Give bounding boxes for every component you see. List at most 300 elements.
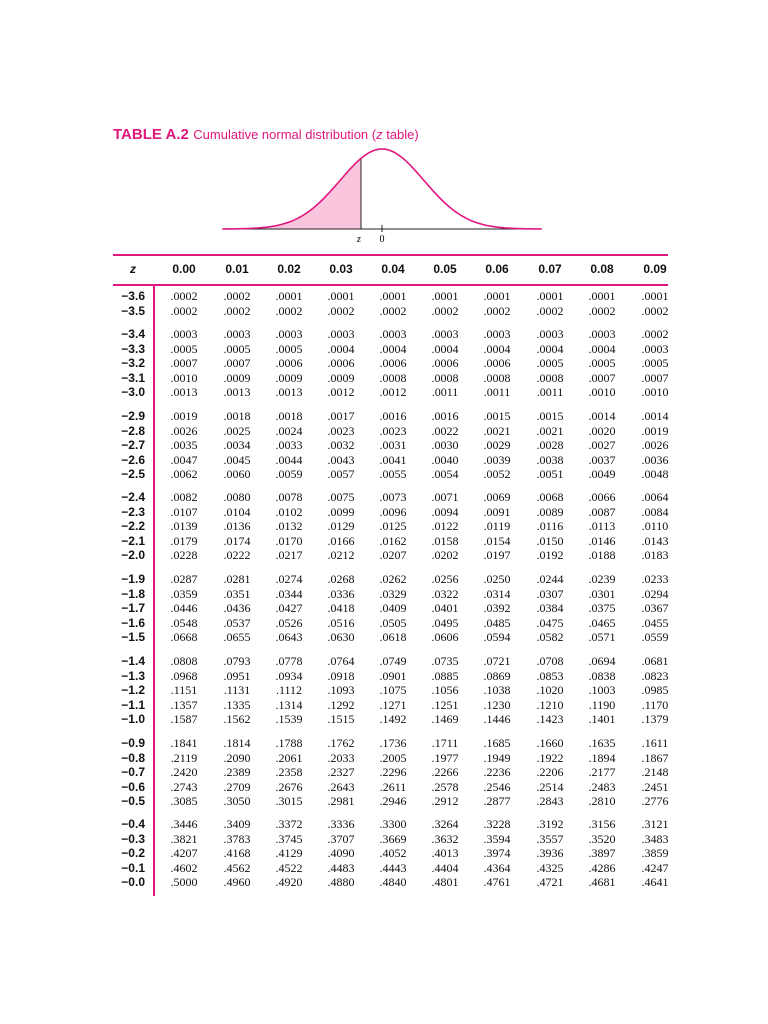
table-cell: .0073 bbox=[379, 490, 407, 504]
table-cell: .4562 bbox=[223, 861, 251, 875]
table-cell: .5000 bbox=[170, 875, 198, 889]
table-cell: .0485 bbox=[483, 616, 511, 630]
table-cell: .0838 bbox=[588, 669, 616, 683]
table-cell: .0002 bbox=[275, 304, 303, 318]
table-cell: .0158 bbox=[431, 534, 459, 548]
table-cell: .0244 bbox=[536, 572, 564, 586]
table-cell: .1056 bbox=[431, 683, 459, 697]
table-cell: .0294 bbox=[641, 587, 669, 601]
table-cell: .0571 bbox=[588, 630, 616, 644]
table-cell: .0048 bbox=[641, 467, 669, 481]
table-cell: .0034 bbox=[223, 438, 251, 452]
table-cell: .4052 bbox=[379, 846, 407, 860]
table-cell: .0013 bbox=[223, 385, 251, 399]
header-top-rule bbox=[113, 254, 668, 256]
table-cell: .2611 bbox=[379, 780, 407, 794]
z-row-label: −3.2 bbox=[121, 356, 145, 370]
table-cell: .3372 bbox=[275, 817, 303, 831]
z-row-label: −2.9 bbox=[121, 409, 145, 423]
z-row-label: −2.1 bbox=[121, 534, 145, 548]
table-cell: .1271 bbox=[379, 698, 407, 712]
table-cell: .0026 bbox=[641, 438, 669, 452]
table-cell: .1335 bbox=[223, 698, 251, 712]
table-cell: .0080 bbox=[223, 490, 251, 504]
table-cell: .2676 bbox=[275, 780, 303, 794]
table-cell: .0793 bbox=[223, 654, 251, 668]
table-cell: .3669 bbox=[379, 832, 407, 846]
z-row-label: −2.4 bbox=[121, 490, 145, 504]
table-cell: .0401 bbox=[431, 601, 459, 615]
table-cell: .1788 bbox=[275, 736, 303, 750]
table-cell: .1660 bbox=[536, 736, 564, 750]
table-cell: .4168 bbox=[223, 846, 251, 860]
table-cell: .3897 bbox=[588, 846, 616, 860]
table-cell: .0322 bbox=[431, 587, 459, 601]
table-cell: .0116 bbox=[536, 519, 564, 533]
table-cell: .1020 bbox=[536, 683, 564, 697]
table-cell: .0885 bbox=[431, 669, 459, 683]
table-cell: .0001 bbox=[588, 289, 616, 303]
table-cell: .1711 bbox=[431, 736, 459, 750]
z-row-label: −1.3 bbox=[121, 669, 145, 683]
table-cell: .0001 bbox=[327, 289, 355, 303]
table-cell: .0052 bbox=[483, 467, 511, 481]
table-cell: .0104 bbox=[223, 505, 251, 519]
column-header: 0.00 bbox=[172, 262, 196, 276]
table-cell: .0233 bbox=[641, 572, 669, 586]
table-cell: .0968 bbox=[170, 669, 198, 683]
table-cell: .0045 bbox=[223, 453, 251, 467]
table-cell: .1379 bbox=[641, 712, 669, 726]
table-cell: .1230 bbox=[483, 698, 511, 712]
table-cell: .0011 bbox=[483, 385, 511, 399]
table-cell: .3121 bbox=[641, 817, 669, 831]
table-cell: .0256 bbox=[431, 572, 459, 586]
z-row-label: −3.5 bbox=[121, 304, 145, 318]
column-header: 0.05 bbox=[433, 262, 457, 276]
table-cell: .2776 bbox=[641, 794, 669, 808]
table-cell: .0004 bbox=[379, 342, 407, 356]
table-cell: .0207 bbox=[379, 548, 407, 562]
table-cell: .4207 bbox=[170, 846, 198, 860]
table-cell: .1170 bbox=[641, 698, 669, 712]
table-cell: .0262 bbox=[379, 572, 407, 586]
table-cell: .1539 bbox=[275, 712, 303, 726]
table-cell: .0146 bbox=[588, 534, 616, 548]
z-row-label: −3.1 bbox=[121, 371, 145, 385]
table-cell: .3783 bbox=[223, 832, 251, 846]
z-row-label: −2.6 bbox=[121, 453, 145, 467]
table-cell: .3707 bbox=[327, 832, 355, 846]
table-cell: .0010 bbox=[588, 385, 616, 399]
table-cell: .3859 bbox=[641, 846, 669, 860]
table-cell: .3228 bbox=[483, 817, 511, 831]
table-cell: .0029 bbox=[483, 438, 511, 452]
table-cell: .1251 bbox=[431, 698, 459, 712]
table-cell: .0001 bbox=[379, 289, 407, 303]
table-cell: .0013 bbox=[170, 385, 198, 399]
table-cell: .0020 bbox=[588, 424, 616, 438]
table-cell: .0011 bbox=[431, 385, 459, 399]
z-row-label: −1.6 bbox=[121, 616, 145, 630]
table-cell: .0003 bbox=[483, 327, 511, 341]
z-row-label: −0.6 bbox=[121, 780, 145, 794]
table-cell: .1587 bbox=[170, 712, 198, 726]
table-cell: .0041 bbox=[379, 453, 407, 467]
table-cell: .4801 bbox=[431, 875, 459, 889]
table-cell: .0110 bbox=[641, 519, 669, 533]
table-cell: .0655 bbox=[223, 630, 251, 644]
caption-text-end: table) bbox=[382, 127, 419, 142]
table-cell: .0082 bbox=[170, 490, 198, 504]
table-cell: .0559 bbox=[641, 630, 669, 644]
table-cell: .0069 bbox=[483, 490, 511, 504]
table-cell: .0281 bbox=[223, 572, 251, 586]
table-cell: .0951 bbox=[223, 669, 251, 683]
table-cell: .3632 bbox=[431, 832, 459, 846]
table-cell: .0005 bbox=[641, 356, 669, 370]
table-cell: .2033 bbox=[327, 751, 355, 765]
table-cell: .0735 bbox=[431, 654, 459, 668]
table-cell: .0005 bbox=[275, 342, 303, 356]
table-cell: .0003 bbox=[536, 327, 564, 341]
table-cell: .0039 bbox=[483, 453, 511, 467]
z-column-header: z bbox=[130, 262, 136, 276]
table-cell: .0003 bbox=[170, 327, 198, 341]
z-row-label: −0.1 bbox=[121, 861, 145, 875]
table-cell: .2912 bbox=[431, 794, 459, 808]
table-cell: .2514 bbox=[536, 780, 564, 794]
table-cell: .0329 bbox=[379, 587, 407, 601]
z-row-label: −1.0 bbox=[121, 712, 145, 726]
z-axis-label: z bbox=[357, 234, 361, 245]
table-cell: .0003 bbox=[275, 327, 303, 341]
table-cell: .0808 bbox=[170, 654, 198, 668]
table-cell: .0749 bbox=[379, 654, 407, 668]
z-row-label: −0.7 bbox=[121, 765, 145, 779]
table-cell: .0023 bbox=[379, 424, 407, 438]
table-cell: .0002 bbox=[327, 304, 355, 318]
table-cell: .2743 bbox=[170, 780, 198, 794]
table-cell: .0129 bbox=[327, 519, 355, 533]
table-cell: .0367 bbox=[641, 601, 669, 615]
table-cell: .1867 bbox=[641, 751, 669, 765]
table-cell: .0582 bbox=[536, 630, 564, 644]
table-cell: .0012 bbox=[327, 385, 355, 399]
table-cell: .0001 bbox=[641, 289, 669, 303]
table-cell: .0003 bbox=[431, 327, 459, 341]
table-cell: .0985 bbox=[641, 683, 669, 697]
table-cell: .1515 bbox=[327, 712, 355, 726]
table-cell: .0005 bbox=[536, 356, 564, 370]
table-cell: .1401 bbox=[588, 712, 616, 726]
table-cell: .0166 bbox=[327, 534, 355, 548]
table-cell: .3300 bbox=[379, 817, 407, 831]
table-cell: .0051 bbox=[536, 467, 564, 481]
shaded-area bbox=[222, 158, 361, 229]
table-cell: .4761 bbox=[483, 875, 511, 889]
z-row-label: −2.5 bbox=[121, 467, 145, 481]
table-cell: .1562 bbox=[223, 712, 251, 726]
column-header: 0.02 bbox=[277, 262, 301, 276]
table-cell: .0001 bbox=[536, 289, 564, 303]
table-cell: .4443 bbox=[379, 861, 407, 875]
table-cell: .0287 bbox=[170, 572, 198, 586]
table-cell: .0918 bbox=[327, 669, 355, 683]
table-cell: .0008 bbox=[431, 371, 459, 385]
table-cell: .0606 bbox=[431, 630, 459, 644]
table-cell: .3745 bbox=[275, 832, 303, 846]
table-cell: .0089 bbox=[536, 505, 564, 519]
table-cell: .0015 bbox=[483, 409, 511, 423]
table-cell: .0162 bbox=[379, 534, 407, 548]
table-cell: .0122 bbox=[431, 519, 459, 533]
table-cell: .0028 bbox=[536, 438, 564, 452]
table-cell: .0030 bbox=[431, 438, 459, 452]
table-cell: .0268 bbox=[327, 572, 355, 586]
table-cell: .2546 bbox=[483, 780, 511, 794]
table-cell: .0002 bbox=[536, 304, 564, 318]
table-cell: .0188 bbox=[588, 548, 616, 562]
table-cell: .0113 bbox=[588, 519, 616, 533]
table-cell: .3520 bbox=[588, 832, 616, 846]
table-cell: .0005 bbox=[170, 342, 198, 356]
table-cell: .0170 bbox=[275, 534, 303, 548]
z-row-label: −0.8 bbox=[121, 751, 145, 765]
table-cell: .0047 bbox=[170, 453, 198, 467]
table-cell: .4090 bbox=[327, 846, 355, 860]
table-cell: .0094 bbox=[431, 505, 459, 519]
table-cell: .1292 bbox=[327, 698, 355, 712]
table-cell: .0446 bbox=[170, 601, 198, 615]
table-cell: .0222 bbox=[223, 548, 251, 562]
table-cell: .1210 bbox=[536, 698, 564, 712]
table-cell: .0022 bbox=[431, 424, 459, 438]
table-cell: .0033 bbox=[275, 438, 303, 452]
table-cell: .0409 bbox=[379, 601, 407, 615]
table-cell: .2266 bbox=[431, 765, 459, 779]
table-cell: .1151 bbox=[170, 683, 198, 697]
table-cell: .0002 bbox=[223, 289, 251, 303]
table-cell: .2578 bbox=[431, 780, 459, 794]
table-cell: .2119 bbox=[170, 751, 198, 765]
table-cell: .0005 bbox=[223, 342, 251, 356]
table-cell: .0301 bbox=[588, 587, 616, 601]
table-cell: .0001 bbox=[275, 289, 303, 303]
table-cell: .0010 bbox=[641, 385, 669, 399]
table-cell: .0091 bbox=[483, 505, 511, 519]
table-cell: .0013 bbox=[275, 385, 303, 399]
table-cell: .0436 bbox=[223, 601, 251, 615]
table-label: TABLE A.2 bbox=[113, 126, 189, 143]
table-cell: .0174 bbox=[223, 534, 251, 548]
table-cell: .3264 bbox=[431, 817, 459, 831]
table-cell: .0192 bbox=[536, 548, 564, 562]
table-cell: .2483 bbox=[588, 780, 616, 794]
table-cell: .2327 bbox=[327, 765, 355, 779]
table-cell: .3594 bbox=[483, 832, 511, 846]
table-cell: .0009 bbox=[275, 371, 303, 385]
table-cell: .2946 bbox=[379, 794, 407, 808]
table-cell: .0066 bbox=[588, 490, 616, 504]
table-cell: .0136 bbox=[223, 519, 251, 533]
table-cell: .0009 bbox=[223, 371, 251, 385]
table-cell: .3974 bbox=[483, 846, 511, 860]
table-cell: .0681 bbox=[641, 654, 669, 668]
table-cell: .4920 bbox=[275, 875, 303, 889]
table-cell: .0455 bbox=[641, 616, 669, 630]
table-cell: .0059 bbox=[275, 467, 303, 481]
table-cell: .0007 bbox=[170, 356, 198, 370]
table-cell: .1093 bbox=[327, 683, 355, 697]
z-row-label: −1.7 bbox=[121, 601, 145, 615]
table-cell: .0465 bbox=[588, 616, 616, 630]
z-row-label: −1.4 bbox=[121, 654, 145, 668]
column-header: 0.01 bbox=[225, 262, 249, 276]
table-cell: .0853 bbox=[536, 669, 564, 683]
table-cell: .0005 bbox=[588, 356, 616, 370]
table-cell: .3015 bbox=[275, 794, 303, 808]
table-cell: .0021 bbox=[536, 424, 564, 438]
table-cell: .0002 bbox=[641, 327, 669, 341]
table-cell: .0064 bbox=[641, 490, 669, 504]
table-cell: .2005 bbox=[379, 751, 407, 765]
table-cell: .1611 bbox=[641, 736, 669, 750]
table-cell: .1190 bbox=[588, 698, 616, 712]
table-cell: .1949 bbox=[483, 751, 511, 765]
table-cell: .4602 bbox=[170, 861, 198, 875]
table-cell: .0006 bbox=[379, 356, 407, 370]
table-cell: .0008 bbox=[379, 371, 407, 385]
table-cell: .4522 bbox=[275, 861, 303, 875]
table-cell: .2090 bbox=[223, 751, 251, 765]
table-cell: .1841 bbox=[170, 736, 198, 750]
table-cell: .0250 bbox=[483, 572, 511, 586]
table-cell: .0004 bbox=[431, 342, 459, 356]
table-cell: .1894 bbox=[588, 751, 616, 765]
table-cell: .0002 bbox=[379, 304, 407, 318]
table-cell: .3821 bbox=[170, 832, 198, 846]
table-cell: .0548 bbox=[170, 616, 198, 630]
table-cell: .0014 bbox=[641, 409, 669, 423]
table-cell: .0125 bbox=[379, 519, 407, 533]
table-cell: .0018 bbox=[275, 409, 303, 423]
z-row-label: −0.5 bbox=[121, 794, 145, 808]
table-cell: .0934 bbox=[275, 669, 303, 683]
table-cell: .0526 bbox=[275, 616, 303, 630]
table-cell: .0132 bbox=[275, 519, 303, 533]
table-cell: .0375 bbox=[588, 601, 616, 615]
table-cell: .0087 bbox=[588, 505, 616, 519]
table-cell: .3156 bbox=[588, 817, 616, 831]
table-cell: .1446 bbox=[483, 712, 511, 726]
table-cell: .0078 bbox=[275, 490, 303, 504]
table-cell: .0006 bbox=[327, 356, 355, 370]
table-cell: .0017 bbox=[327, 409, 355, 423]
table-cell: .2177 bbox=[588, 765, 616, 779]
z-row-label: −1.9 bbox=[121, 572, 145, 586]
column-header: 0.07 bbox=[538, 262, 562, 276]
table-cell: .2810 bbox=[588, 794, 616, 808]
table-cell: .1131 bbox=[223, 683, 251, 697]
table-cell: .3557 bbox=[536, 832, 564, 846]
table-cell: .4960 bbox=[223, 875, 251, 889]
header-bottom-rule bbox=[113, 284, 668, 286]
table-cell: .2148 bbox=[641, 765, 669, 779]
table-cell: .0003 bbox=[379, 327, 407, 341]
table-cell: .4641 bbox=[641, 875, 669, 889]
table-cell: .0025 bbox=[223, 424, 251, 438]
table-cell: .0778 bbox=[275, 654, 303, 668]
table-cell: .0004 bbox=[588, 342, 616, 356]
table-cell: .3936 bbox=[536, 846, 564, 860]
table-cell: .1075 bbox=[379, 683, 407, 697]
table-cell: .0495 bbox=[431, 616, 459, 630]
table-cell: .1314 bbox=[275, 698, 303, 712]
table-cell: .0043 bbox=[327, 453, 355, 467]
table-cell: .0764 bbox=[327, 654, 355, 668]
table-cell: .0107 bbox=[170, 505, 198, 519]
table-cell: .4247 bbox=[641, 861, 669, 875]
table-cell: .0694 bbox=[588, 654, 616, 668]
z-row-label: −3.4 bbox=[121, 327, 145, 341]
zero-axis-label: 0 bbox=[379, 234, 385, 245]
table-cell: .0035 bbox=[170, 438, 198, 452]
table-cell: .2236 bbox=[483, 765, 511, 779]
table-cell: .2206 bbox=[536, 765, 564, 779]
table-cell: .2061 bbox=[275, 751, 303, 765]
z-row-label: −1.1 bbox=[121, 698, 145, 712]
table-cell: .0618 bbox=[379, 630, 407, 644]
table-cell: .0075 bbox=[327, 490, 355, 504]
table-cell: .0392 bbox=[483, 601, 511, 615]
table-cell: .0139 bbox=[170, 519, 198, 533]
z-column-rule bbox=[153, 285, 155, 896]
table-cell: .0026 bbox=[170, 424, 198, 438]
column-header: 0.04 bbox=[381, 262, 405, 276]
z-row-label: −2.7 bbox=[121, 438, 145, 452]
table-cell: .0011 bbox=[536, 385, 564, 399]
table-cell: .0096 bbox=[379, 505, 407, 519]
table-cell: .2981 bbox=[327, 794, 355, 808]
z-row-label: −3.0 bbox=[121, 385, 145, 399]
table-cell: .0708 bbox=[536, 654, 564, 668]
table-cell: .0008 bbox=[536, 371, 564, 385]
z-row-label: −3.3 bbox=[121, 342, 145, 356]
table-cell: .0019 bbox=[641, 424, 669, 438]
table-cell: .0212 bbox=[327, 548, 355, 562]
table-cell: .0057 bbox=[327, 467, 355, 481]
z-row-label: −0.0 bbox=[121, 875, 145, 889]
table-cell: .0351 bbox=[223, 587, 251, 601]
table-cell: .0001 bbox=[483, 289, 511, 303]
table-cell: .3050 bbox=[223, 794, 251, 808]
z-row-label: −2.3 bbox=[121, 505, 145, 519]
table-cell: .0040 bbox=[431, 453, 459, 467]
table-cell: .0336 bbox=[327, 587, 355, 601]
table-cell: .0001 bbox=[431, 289, 459, 303]
table-cell: .2643 bbox=[327, 780, 355, 794]
table-cell: .0002 bbox=[170, 304, 198, 318]
table-cell: .0594 bbox=[483, 630, 511, 644]
table-cell: .3483 bbox=[641, 832, 669, 846]
table-cell: .0004 bbox=[327, 342, 355, 356]
table-cell: .4681 bbox=[588, 875, 616, 889]
table-cell: .0002 bbox=[588, 304, 616, 318]
table-cell: .0202 bbox=[431, 548, 459, 562]
table-cell: .0036 bbox=[641, 453, 669, 467]
table-cell: .0228 bbox=[170, 548, 198, 562]
